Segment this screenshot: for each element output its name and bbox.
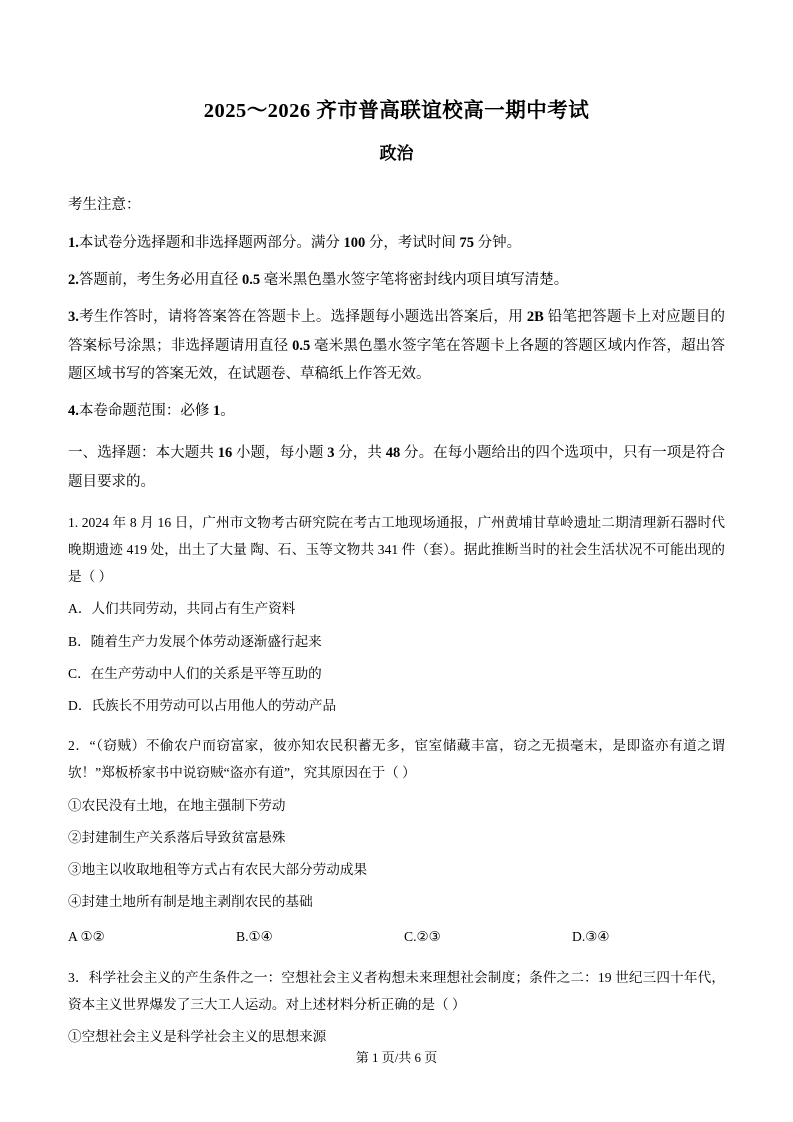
exam-notice-4: 4.本卷命题范围：必修 1。	[68, 403, 235, 420]
question-2-choice-c: C.②③	[404, 929, 441, 945]
question-1-option-c: C．在生产劳动中人们的关系是平等互助的	[68, 665, 322, 681]
page-subtitle: 政治	[379, 143, 414, 163]
exam-notice-label: 考生注意：	[68, 197, 141, 214]
question-3-stem: 3．科学社会主义的产生条件之一：空想社会主义者构想未来理想社会制度；条件之二：19 世纪三四十年代，资本主义世界爆发了三大工人运动。对上述材料分析正确的是（ ）	[68, 969, 725, 1012]
question-2-choices	[68, 923, 725, 950]
question-2-statement-2: ②封建制生产关系落后导致贫富悬殊	[68, 829, 286, 845]
exam-notice-3: 3.考生作答时，请将答案答在答题卡上。选择题每小题选出答案后，用 2B 铅笔把答题卡上对应题目的答案标号涂黑；非选择题请用直径 0.5 毫米黑色墨水签字笔在答题卡上各题的答题区域内作答，超出答题区域书写的答案无效，在试题卷、草稿纸上作答无效。	[68, 309, 726, 382]
page-footer: 第 1 页/共 6 页	[355, 1050, 438, 1065]
question-1-option-d: D．氏族长不用劳动可以占用他人的劳动产品	[68, 698, 337, 714]
exam-notice-2: 2.答题前，考生务必用直径 0.5 毫米黑色墨水签字笔将密封线内项目填写清楚。	[68, 272, 569, 289]
question-2-statement-4: ④封建土地所有制是地主剥削农民的基础	[68, 894, 313, 910]
question-2-choice-b: B.①④	[236, 929, 273, 945]
section-heading-multiple-choice: 一、选择题：本大题共 16 小题，每小题 3 分，共 48 分。在每小题给出的四个选项中，只有一项是符合题目要求的。	[68, 445, 726, 490]
question-1-option-a: A．人们共同劳动，共同占有生产资料	[68, 601, 296, 617]
question-2-choice-d: D.③④	[572, 929, 610, 945]
exam-notice-1: 1.本试卷分选择题和非选择题两部分。满分 100 分，考试时间 75 分钟。	[68, 234, 522, 251]
question-2-choice-a: A ①②	[68, 929, 105, 945]
question-2-statement-3: ③地主以收取地租等方式占有农民大部分劳动成果	[68, 861, 368, 877]
question-2-stem: 2．“（窃贼）不偷农户而窃富家，彼亦知农民积蓄无多，宦室储藏丰富，窃之无损毫末，是即盗亦有道之谓欤！”郑板桥家书中说窃贼“盗亦有道”，究其原因在于（ ）	[68, 738, 725, 781]
question-3-statement-1: ①空想社会主义是科学社会主义的思想来源	[68, 1028, 327, 1044]
question-1-option-b: B．随着生产力发展个体劳动逐渐盛行起来	[68, 633, 322, 649]
page-title: 2025～2026 齐市普高联谊校高一期中考试	[203, 100, 590, 122]
question-1-stem: 1. 2024 年 8 月 16 日，广州市文物考古研究院在考古工地现场通报，广州黄埔甘草岭遗址二期清理新石器时代晚期遗迹 419 处，出土了大量 陶、石、玉等文物共 341 件（套）。据此推断当时的社会生活状况不可能出现的是（ ）	[68, 514, 725, 585]
question-2-statement-1: ①农民没有土地，在地主强制下劳动	[68, 797, 286, 813]
title-block	[68, 96, 725, 166]
